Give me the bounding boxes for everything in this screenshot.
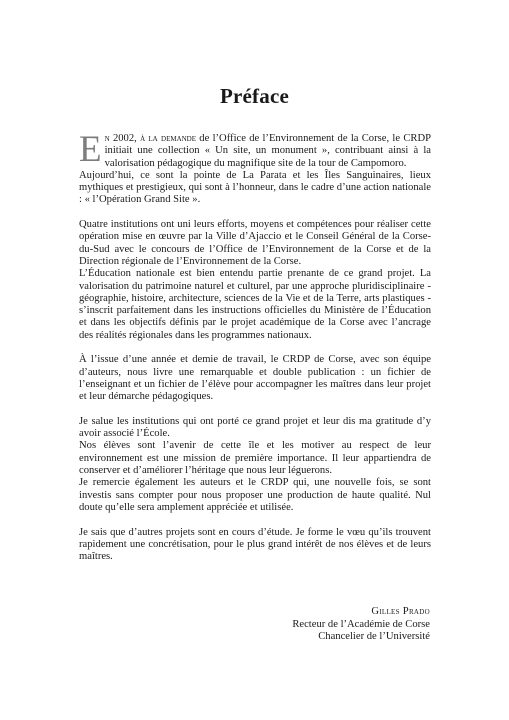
signature-block [292,606,430,644]
paragraph-8: Je sais que d’autres projets sont en cours d’étude. Je forme le vœu qu’ils trouvent rapidement une concrétisation, pour le plus grand intérêt de nos élèves et de leurs maîtres. [79,526,431,563]
paragraph-3: L’Éducation nationale est bien entendu partie prenante de ce grand projet. La valorisation du patrimoine naturel et culturel, par une approche pluridisciplinaire - géographie, histoire, architecture, sciences de la Vie et de la Terre, arts plastiques - s’inscrit parfaitement dans les instructions officielles du Ministère de l’Éducation et dans les objectifs définis par le projet académique de la Corse avec l’ancrage des réalités régionales dans les programmes nationaux. [79,268,431,341]
paragraph-7: Je remercie également les auteurs et le CRDP qui, une nouvelle fois, se sont investis sans compter pour nous proposer une production de haute qualité. Nul doute qu’elle sera amplement appréciée et utilisée. [79,477,431,513]
page-title: Préface [219,84,289,108]
signatory-role-chancellor: Chancelier de l’Université [318,631,430,643]
intro-paragraph [79,129,431,170]
paragraph-2: Quatre institutions ont uni leurs efforts, moyens et compétences pour réaliser cette opération mise en œuvre par la Ville d’Ajaccio et le Conseil Général de la Corse-du-Sud avec le concours de l’Office de l’Environnement de la Corse et de la Direction régionale de l’Environnement de la Corse. [79,219,431,267]
signatory-role-rector: Recteur de l’Académie de Corse [292,618,430,630]
intro-text: de l’Office de l’Environnement de la Corse, le CRDP initiait une collection « Un site, un monument », contribuant ainsi à la valorisation pédagogique du magnifique site de la tour de Campomoro. [104,133,431,169]
drop-cap: E [79,129,102,170]
signatory-name: Gilles Prado [371,606,430,617]
intro-smallcaps: n 2002, à la demande [104,133,197,144]
paragraph-4: À l’issue d’une année et demie de travail, le CRDP de Corse, avec son équipe d’auteurs, nous livre une remarquable et double publication : un fichier de l’enseignant et un fichier de l’élève pour accompagner les maîtres dans leur projet et leur démarche pédagogiques. [79,354,431,403]
paragraph-1: Aujourd’hui, ce sont la pointe de La Parata et les Îles Sanguinaires, lieux mythiques et prestigieux, qui sont à l’honneur, dans le cadre d’une action nationale : « l’Opération Grand Site ». [79,169,431,206]
paragraph-6: Nos élèves sont l’avenir de cette île et les motiver au respect de leur environnement est une mission de première importance. Il leur appartiendra de conserver et d’améliorer l’héritage que nous leur léguerons. [79,440,431,477]
paragraph-5: Je salue les institutions qui ont porté ce grand projet et leur dis ma gratitude d’y avoir associé l’École. [79,415,431,440]
preface-body [79,129,431,563]
